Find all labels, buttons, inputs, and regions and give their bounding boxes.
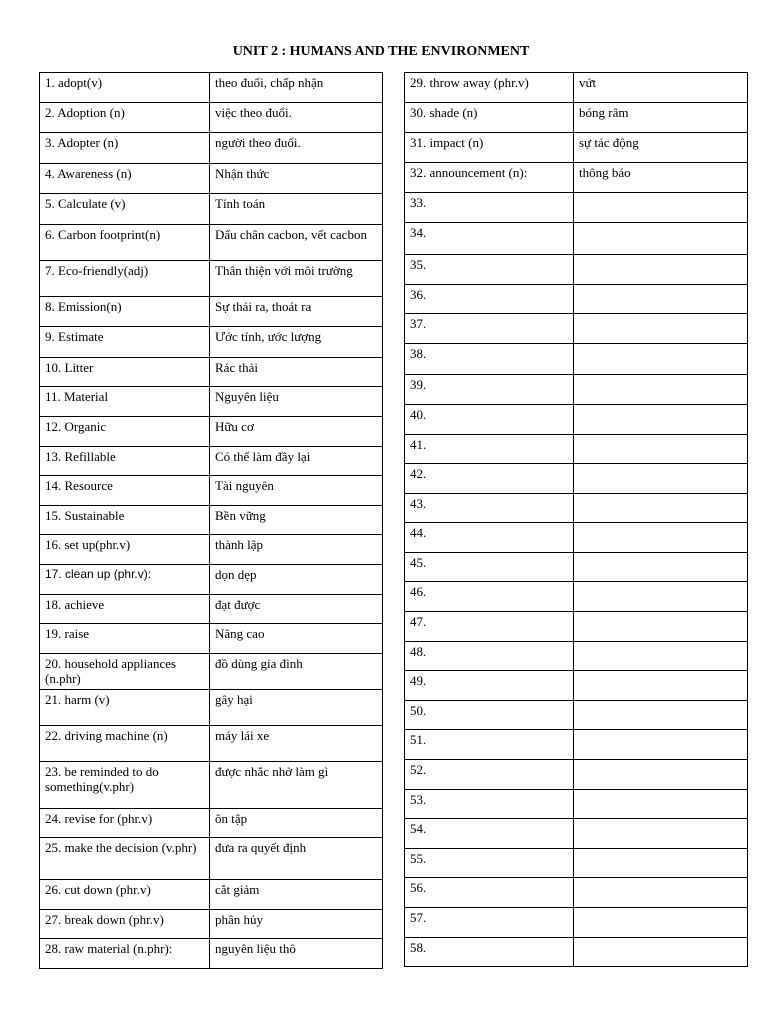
- vocab-meaning-cell: bóng râm: [574, 103, 748, 133]
- table-row: [405, 464, 748, 494]
- vocab-meaning-cell: Tính toán: [210, 194, 383, 225]
- table-row: [405, 285, 748, 314]
- vocab-term-cell: 17. clean up (phr.v):: [40, 565, 210, 595]
- vocab-meaning-cell: Có thể làm đầy lại: [210, 447, 383, 476]
- table-row: [40, 624, 383, 654]
- table-row: [40, 133, 383, 164]
- page-title: UNIT 2 : HUMANS AND THE ENVIRONMENT: [232, 44, 530, 59]
- vocab-meaning-cell: Hữu cơ: [210, 417, 383, 447]
- vocab-meaning-cell: [574, 878, 748, 908]
- vocab-meaning-cell: thông báo: [574, 163, 748, 193]
- vocab-meaning-cell: dọn dẹp: [210, 565, 383, 595]
- table-row: [40, 358, 383, 387]
- vocab-term-cell: 2. Adoption (n): [40, 103, 210, 133]
- table-row: [405, 344, 748, 375]
- vocab-meaning-cell: Thân thiện với môi trường: [210, 261, 383, 297]
- table-row: [405, 255, 748, 285]
- table-row: [405, 642, 748, 671]
- vocab-term-cell: 42.: [405, 464, 574, 494]
- vocab-term-cell: 20. household appliances (n.phr): [40, 654, 210, 690]
- table-row: [405, 103, 748, 133]
- vocab-meaning-cell: [574, 405, 748, 435]
- vocab-meaning-cell: đồ dùng gia đình: [210, 654, 383, 690]
- vocab-meaning-cell: [574, 314, 748, 344]
- table-row: [40, 194, 383, 225]
- vocab-meaning-cell: [574, 849, 748, 878]
- table-row: [40, 387, 383, 417]
- vocab-meaning-cell: [574, 285, 748, 314]
- vocab-term-cell: 21. harm (v): [40, 690, 210, 726]
- vocab-meaning-cell: nguyên liệu thô: [210, 939, 383, 969]
- vocab-term-cell: 32. announcement (n):: [405, 163, 574, 193]
- vocab-meaning-cell: đạt được: [210, 595, 383, 624]
- vocab-meaning-cell: [574, 760, 748, 790]
- vocab-meaning-cell: [574, 819, 748, 849]
- vocab-term-cell: 58.: [405, 938, 574, 967]
- table-row: [40, 327, 383, 358]
- vocab-meaning-cell: vứt: [574, 73, 748, 103]
- vocab-term-cell: 19. raise: [40, 624, 210, 654]
- vocab-term-cell: 31. impact (n): [405, 133, 574, 163]
- table-row: [405, 582, 748, 612]
- vocab-term-cell: 7. Eco-friendly(adj): [40, 261, 210, 297]
- table-row: [40, 565, 383, 595]
- vocab-meaning-cell: [574, 938, 748, 967]
- vocab-meaning-cell: sự tác động: [574, 133, 748, 163]
- table-row: [40, 809, 383, 838]
- vocab-meaning-cell: thành lập: [210, 535, 383, 565]
- vocab-meaning-cell: người theo đuổi.: [210, 133, 383, 164]
- vocab-term-cell: 54.: [405, 819, 574, 849]
- vocab-table-right: [404, 72, 748, 967]
- table-row: [405, 819, 748, 849]
- vocab-term-cell: 13. Refillable: [40, 447, 210, 476]
- table-row: [40, 880, 383, 910]
- vocab-term-cell: 18. achieve: [40, 595, 210, 624]
- vocab-meaning-cell: Tài nguyên: [210, 476, 383, 506]
- table-row: [405, 523, 748, 553]
- vocab-term-cell: 49.: [405, 671, 574, 701]
- table-row: [40, 103, 383, 133]
- table-row: [40, 225, 383, 261]
- vocab-meaning-cell: [574, 494, 748, 523]
- vocab-term-cell: 5. Calculate (v): [40, 194, 210, 225]
- vocab-meaning-cell: Nguyên liệu: [210, 387, 383, 417]
- vocab-meaning-cell: được nhắc nhở làm gì: [210, 762, 383, 809]
- table-row: [40, 762, 383, 809]
- table-row: [40, 910, 383, 939]
- table-row: [405, 435, 748, 464]
- vocab-meaning-cell: [574, 435, 748, 464]
- vocab-meaning-cell: [574, 671, 748, 701]
- vocab-term-cell: 50.: [405, 701, 574, 730]
- vocab-meaning-cell: [574, 523, 748, 553]
- vocab-term-cell: 23. be reminded to do something(v.phr): [40, 762, 210, 809]
- vocab-term-cell: 40.: [405, 405, 574, 435]
- vocab-meaning-cell: [574, 464, 748, 494]
- vocab-meaning-cell: [574, 701, 748, 730]
- vocab-meaning-cell: [574, 582, 748, 612]
- vocab-term-cell: 38.: [405, 344, 574, 375]
- vocab-term-cell: 33.: [405, 193, 574, 223]
- vocab-term-cell: 37.: [405, 314, 574, 344]
- table-row: [405, 730, 748, 760]
- table-row: [405, 908, 748, 938]
- vocab-term-cell: 53.: [405, 790, 574, 819]
- vocab-meaning-cell: Nhận thức: [210, 164, 383, 194]
- vocab-term-cell: 4. Awareness (n): [40, 164, 210, 194]
- vocab-term-cell: 39.: [405, 375, 574, 405]
- table-row: [405, 553, 748, 582]
- table-row: [405, 701, 748, 730]
- vocab-meaning-cell: cắt giảm: [210, 880, 383, 910]
- vocab-meaning-cell: Dấu chân cacbon, vết cacbon: [210, 225, 383, 261]
- vocab-term-cell: 43.: [405, 494, 574, 523]
- table-row: [40, 506, 383, 535]
- vocab-meaning-cell: Rác thải: [210, 358, 383, 387]
- table-row: [40, 261, 383, 297]
- vocab-meaning-cell: Nâng cao: [210, 624, 383, 654]
- table-row: [405, 193, 748, 223]
- table-row: [40, 595, 383, 624]
- table-row: [405, 405, 748, 435]
- table-row: [405, 938, 748, 967]
- table-row: [40, 726, 383, 762]
- vocab-term-cell: 14. Resource: [40, 476, 210, 506]
- table-row: [40, 447, 383, 476]
- vocab-meaning-cell: việc theo đuổi.: [210, 103, 383, 133]
- vocab-meaning-cell: [574, 553, 748, 582]
- vocab-meaning-cell: Sự thải ra, thoát ra: [210, 297, 383, 327]
- vocab-term-cell: 28. raw material (n.phr):: [40, 939, 210, 969]
- vocab-term-cell: 24. revise for (phr.v): [40, 809, 210, 838]
- table-row: [40, 535, 383, 565]
- vocab-meaning-cell: ôn tập: [210, 809, 383, 838]
- vocab-meaning-cell: [574, 193, 748, 223]
- vocab-table-left: [39, 72, 383, 969]
- vocab-term-cell: 52.: [405, 760, 574, 790]
- table-row: [405, 878, 748, 908]
- vocab-term-cell: 27. break down (phr.v): [40, 910, 210, 939]
- vocab-meaning-cell: theo đuổi, chấp nhận: [210, 73, 383, 103]
- table-row: [40, 297, 383, 327]
- vocab-meaning-cell: [574, 908, 748, 938]
- vocab-term-cell: 26. cut down (phr.v): [40, 880, 210, 910]
- vocab-term-cell: 46.: [405, 582, 574, 612]
- table-row: [405, 671, 748, 701]
- table-row: [405, 790, 748, 819]
- table-row: [40, 690, 383, 726]
- table-row: [405, 849, 748, 878]
- table-row: [405, 73, 748, 103]
- vocab-term-cell: 41.: [405, 435, 574, 464]
- vocab-term-cell: 25. make the decision (v.phr): [40, 838, 210, 880]
- table-row: [40, 417, 383, 447]
- table-row: [405, 223, 748, 255]
- vocab-term-cell: 57.: [405, 908, 574, 938]
- table-row: [405, 133, 748, 163]
- vocab-meaning-cell: gây hại: [210, 690, 383, 726]
- vocab-meaning-cell: [574, 642, 748, 671]
- vocab-meaning-cell: [574, 223, 748, 255]
- vocab-term-cell: 9. Estimate: [40, 327, 210, 358]
- vocab-term-cell: 30. shade (n): [405, 103, 574, 133]
- table-row: [405, 494, 748, 523]
- vocab-term-cell: 48.: [405, 642, 574, 671]
- vocab-term-cell: 45.: [405, 553, 574, 582]
- vocab-term-cell: 15. Sustainable: [40, 506, 210, 535]
- vocab-term-cell: 29. throw away (phr.v): [405, 73, 574, 103]
- table-row: [405, 314, 748, 344]
- table-row: [40, 164, 383, 194]
- vocab-meaning-cell: Bền vững: [210, 506, 383, 535]
- vocab-meaning-cell: Ước tính, ước lượng: [210, 327, 383, 358]
- vocab-meaning-cell: [574, 730, 748, 760]
- vocab-term-cell: 44.: [405, 523, 574, 553]
- vocab-term-cell: 22. driving machine (n): [40, 726, 210, 762]
- vocab-term-cell: 35.: [405, 255, 574, 285]
- vocab-term-cell: 3. Adopter (n): [40, 133, 210, 164]
- table-row: [405, 760, 748, 790]
- table-row: [40, 838, 383, 880]
- vocab-term-cell: 55.: [405, 849, 574, 878]
- vocab-term-cell: 12. Organic: [40, 417, 210, 447]
- table-row: [40, 654, 383, 690]
- table-row: [405, 163, 748, 193]
- vocab-term-cell: 6. Carbon footprint(n): [40, 225, 210, 261]
- vocab-term-cell: 51.: [405, 730, 574, 760]
- table-row: [40, 476, 383, 506]
- vocab-meaning-cell: máy lái xe: [210, 726, 383, 762]
- vocab-term-cell: 56.: [405, 878, 574, 908]
- vocab-meaning-cell: [574, 612, 748, 642]
- table-row: [40, 939, 383, 969]
- vocab-term-cell: 11. Material: [40, 387, 210, 417]
- table-row: [405, 375, 748, 405]
- vocab-term-cell: 8. Emission(n): [40, 297, 210, 327]
- table-row: [40, 73, 383, 103]
- vocab-meaning-cell: [574, 344, 748, 375]
- vocab-meaning-cell: [574, 790, 748, 819]
- vocab-term-cell: 47.: [405, 612, 574, 642]
- vocab-term-cell: 1. adopt(v): [40, 73, 210, 103]
- vocab-meaning-cell: [574, 255, 748, 285]
- vocab-meaning-cell: [574, 375, 748, 405]
- vocab-meaning-cell: phân hủy: [210, 910, 383, 939]
- vocab-term-cell: 34.: [405, 223, 574, 255]
- table-row: [405, 612, 748, 642]
- vocab-term-cell: 36.: [405, 285, 574, 314]
- vocab-term-cell: 16. set up(phr.v): [40, 535, 210, 565]
- vocab-term-cell: 10. Litter: [40, 358, 210, 387]
- vocab-meaning-cell: đưa ra quyết định: [210, 838, 383, 880]
